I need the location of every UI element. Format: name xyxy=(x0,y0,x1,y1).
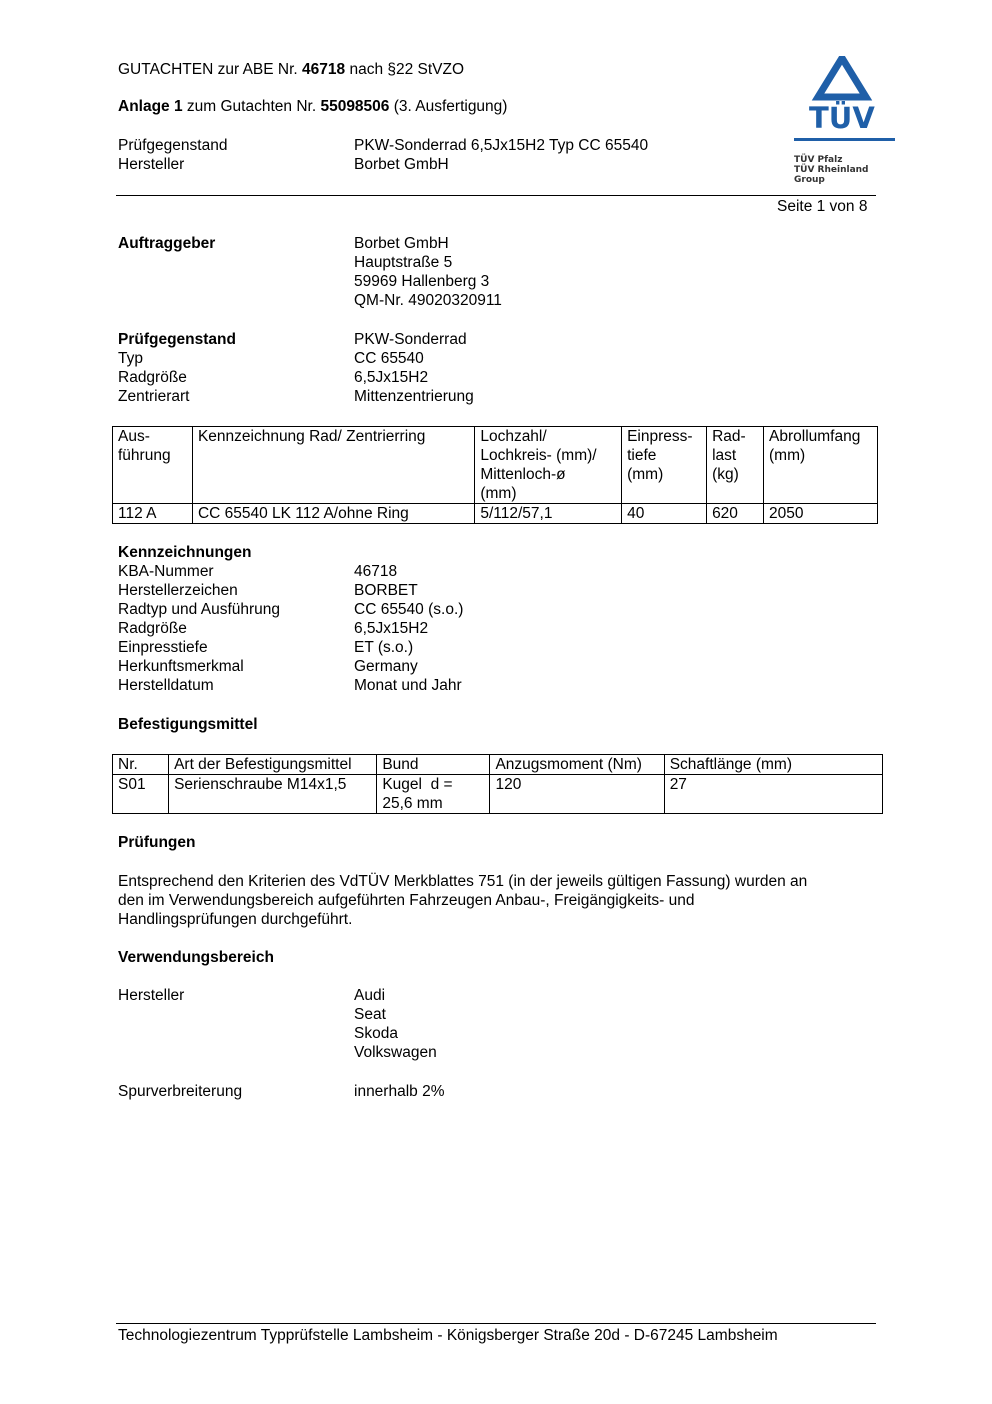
kz-value: Germany xyxy=(354,658,418,675)
bef-header-cell: Art der Befestigungsmittel xyxy=(169,755,377,775)
verwendung-hersteller xyxy=(118,986,878,1062)
pruefgegenstand-section xyxy=(118,330,878,406)
kz-value: CC 65540 (s.o.) xyxy=(354,601,464,618)
wheel-cell-lochzahl: 5/112/57,1 xyxy=(475,504,622,524)
anlage-line xyxy=(118,97,507,116)
bef-header-cell: Anzugsmoment (Nm) xyxy=(490,755,664,775)
pruefgegenstand-value: PKW-Sonderrad xyxy=(354,331,467,348)
anlage-text: zum Gutachten Nr. xyxy=(182,98,321,115)
kz-value: 46718 xyxy=(354,563,398,580)
kz-label: Herstelldatum xyxy=(118,677,214,694)
anlage-label: Anlage 1 xyxy=(118,98,183,115)
wheel-cell-abrollumfang: 2050 xyxy=(764,504,878,524)
manufacturer-item: Volkswagen xyxy=(354,1044,437,1061)
ausfertigung: (3. Ausfertigung) xyxy=(389,98,508,115)
header-hersteller-label: Hersteller xyxy=(118,156,185,173)
logo-brand: TÜV xyxy=(809,101,875,135)
manufacturer-item: Seat xyxy=(354,1006,386,1023)
kz-label: Herkunftsmerkmal xyxy=(118,658,244,675)
verwendung-hersteller-label: Hersteller xyxy=(118,987,185,1004)
wheel-header-cell: Einpress- tiefe (mm) xyxy=(622,427,707,504)
kz-value: BORBET xyxy=(354,582,418,599)
auftraggeber-line: QM-Nr. 49020320911 xyxy=(354,292,502,309)
wheel-header-cell: Rad- last (kg) xyxy=(707,427,764,504)
table-row xyxy=(113,775,883,814)
kz-label: Einpresstiefe xyxy=(118,639,208,656)
zentrierart-label: Zentrierart xyxy=(118,388,190,405)
pruefungen-heading: Prüfungen xyxy=(118,834,196,851)
wheel-header-cell: Abrollumfang (mm) xyxy=(764,427,878,504)
tuev-logo xyxy=(793,56,897,185)
header-kv xyxy=(118,136,878,174)
pruefgegenstand-heading: Prüfgegenstand xyxy=(118,331,236,348)
bef-header-cell: Nr. xyxy=(113,755,169,775)
bef-cell-anzugsmoment: 120 xyxy=(490,775,664,814)
kz-label: KBA-Nummer xyxy=(118,563,214,580)
wheel-header-cell: Aus- führung xyxy=(113,427,193,504)
bef-header-cell: Bund xyxy=(377,755,490,775)
header-pruefgegenstand-value: PKW-Sonderrad 6,5Jx15H2 Typ CC 65540 xyxy=(354,137,649,154)
wheel-header-cell: Lochzahl/ Lochkreis- (mm)/ Mittenloch-ø (mm) xyxy=(475,427,622,504)
kennzeichnungen-section xyxy=(118,543,878,695)
kz-value: Monat und Jahr xyxy=(354,677,462,694)
title-prefix: GUTACHTEN zur ABE Nr. xyxy=(118,61,303,78)
typ-value: CC 65540 xyxy=(354,350,424,367)
pruefungen-line: Handlingsprüfungen durchgeführt. xyxy=(118,911,353,928)
typ-label: Typ xyxy=(118,350,143,367)
spur-label: Spurverbreiterung xyxy=(118,1083,243,1100)
title-suffix: nach §22 StVZO xyxy=(345,61,465,78)
logo-sub1: TÜV Pfalz xyxy=(794,155,843,165)
pruefungen-line: den im Verwendungsbereich aufgeführten Fahrzeugen Anbau-, Freigängigkeits- und xyxy=(118,892,695,909)
auftraggeber-line: Borbet GmbH xyxy=(354,235,449,252)
manufacturer-item: Skoda xyxy=(354,1025,398,1042)
wheel-cell-einpresstiefe: 40 xyxy=(622,504,707,524)
auftraggeber-line: 59969 Hallenberg 3 xyxy=(354,273,490,290)
kz-label: Radtyp und Ausführung xyxy=(118,601,281,618)
footer-text: Technologiezentrum Typprüfstelle Lambsheim - Königsberger Straße 20d - D-67245 Lambsheim xyxy=(118,1327,778,1344)
manufacturer-item: Audi xyxy=(354,987,386,1004)
kz-label: Herstellerzeichen xyxy=(118,582,238,599)
befestigung-heading: Befestigungsmittel xyxy=(118,716,258,733)
document-title xyxy=(118,60,464,79)
footer-divider xyxy=(116,1323,876,1324)
auftraggeber-section xyxy=(118,234,878,310)
abe-number: 46718 xyxy=(302,61,346,78)
wheel-cell-kennzeichnung: CC 65540 LK 112 A/ohne Ring xyxy=(192,504,474,524)
wheel-header-cell: Kennzeichnung Rad/ Zentrierring xyxy=(192,427,474,504)
kennzeichnungen-heading: Kennzeichnungen xyxy=(118,544,252,561)
bef-cell-nr: S01 xyxy=(113,775,169,814)
bef-header-cell: Schaftlänge (mm) xyxy=(664,755,882,775)
radgroesse-label: Radgröße xyxy=(118,369,187,386)
auftraggeber-label: Auftraggeber xyxy=(118,235,216,252)
bef-cell-schaftlaenge: 27 xyxy=(664,775,882,814)
header-divider xyxy=(116,195,876,196)
zentrierart-value: Mittenzentrierung xyxy=(354,388,474,405)
logo-sub2: TÜV Rheinland Group xyxy=(794,165,869,185)
radgroesse-value: 6,5Jx15H2 xyxy=(354,369,429,386)
header-hersteller-value: Borbet GmbH xyxy=(354,156,449,173)
pruefungen-text xyxy=(118,872,807,929)
wheel-table xyxy=(112,426,878,524)
befestigung-header-row xyxy=(113,755,883,775)
spurverbreiterung xyxy=(118,1082,878,1101)
bef-cell-art: Serienschraube M14x1,5 xyxy=(169,775,377,814)
page-info: Seite 1 von 8 xyxy=(777,198,868,215)
spur-value: innerhalb 2% xyxy=(354,1083,445,1100)
header-pruefgegenstand-label: Prüfgegenstand xyxy=(118,137,228,154)
auftraggeber-line: Hauptstraße 5 xyxy=(354,254,453,271)
kz-value: ET (s.o.) xyxy=(354,639,414,656)
befestigung-table xyxy=(112,754,883,814)
wheel-cell-ausfuehrung: 112 A xyxy=(113,504,193,524)
kz-value: 6,5Jx15H2 xyxy=(354,620,429,637)
pruefungen-line: Entsprechend den Kriterien des VdTÜV Merkblattes 751 (in der jeweils gültigen Fassung) wurden an xyxy=(118,873,808,890)
wheel-cell-radlast: 620 xyxy=(707,504,764,524)
bef-cell-bund: Kugel d = 25,6 mm xyxy=(377,775,490,814)
wheel-table-header-row xyxy=(113,427,878,504)
gutachten-number: 55098506 xyxy=(320,98,390,115)
kz-label: Radgröße xyxy=(118,620,187,637)
table-row xyxy=(113,504,878,524)
verwendungsbereich-heading: Verwendungsbereich xyxy=(118,949,274,966)
